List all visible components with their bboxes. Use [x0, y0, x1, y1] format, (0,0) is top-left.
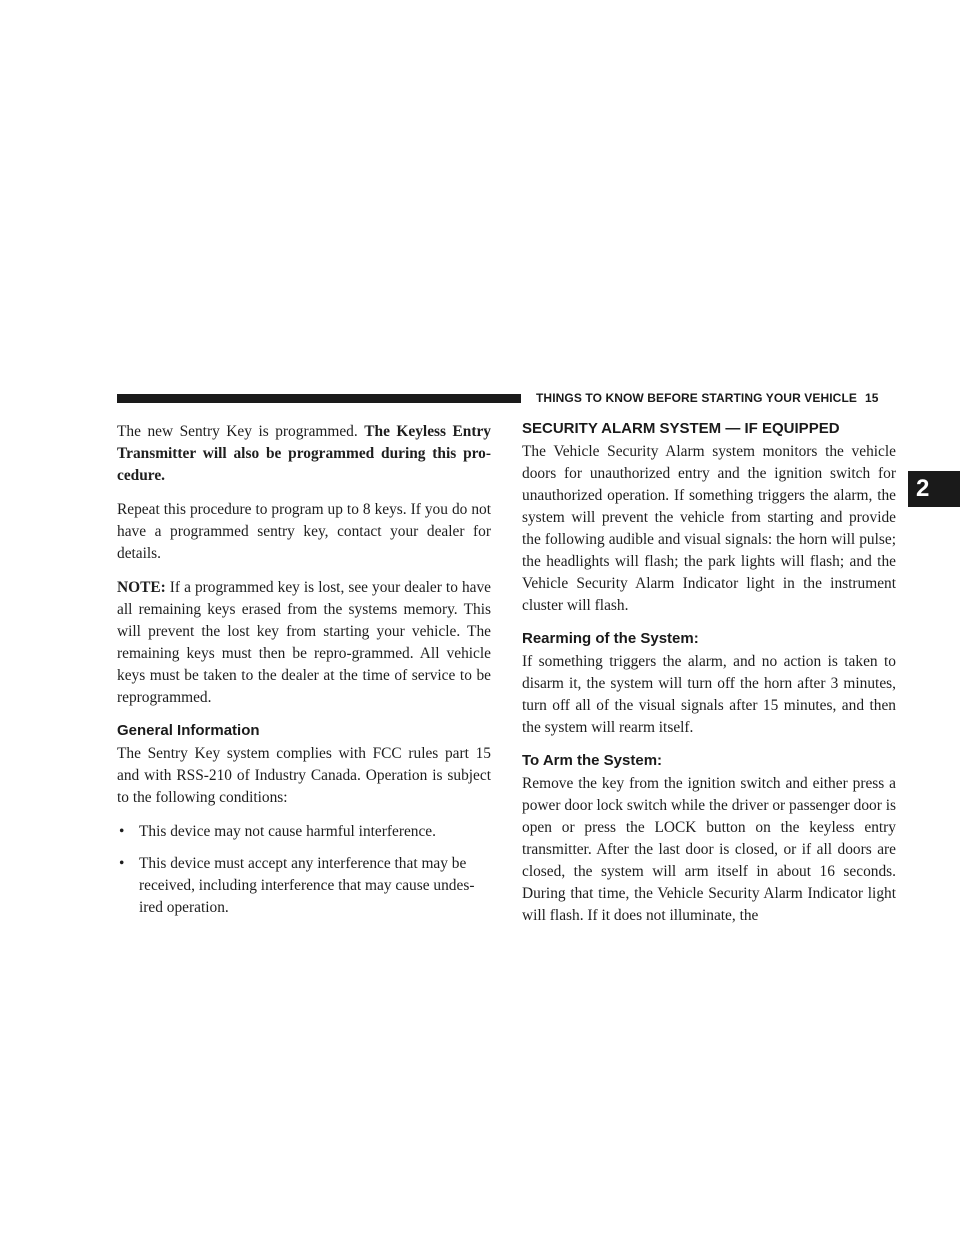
paragraph-to-arm: Remove the key from the ignition switch and either press a power door lock switch while the driver or passenger door is open or press the LOCK button on the keyless entry transmitter. After the last door is closed, or if all doors are closed, the system will arm itself in about 16 seconds. During that time, the Vehicle Security Alarm Indicator light will flash. If it does not illuminate, the: [522, 775, 896, 924]
programmed-bold-text: The Keyless Entry Transmitter will also be programmed during this pro-cedure.: [117, 423, 491, 484]
paragraph-general-information: The Sentry Key system complies with FCC rules part 15 and with RSS-210 of Industry Canada. Operation is subject to the following conditions:: [117, 745, 491, 806]
paragraph-rearming: If something triggers the alarm, and no action is taken to disarm it, the system will turn off the horn after 3 minutes, turn off all of the visual signals after 15 minutes, and then the system will rearm itself.: [522, 653, 896, 736]
bullet-glyph: •: [119, 823, 125, 840]
running-header: [536, 391, 879, 405]
paragraph-security-intro: The Vehicle Security Alarm system monitors the vehicle doors for unauthorized entry and the ignition switch for unauthorized operation. If something triggers the alarm, the system will prevent the vehicle from starting and provide the following audible and visual signals: the horn will pulse; the headlights will flash; the park lights will flash; and the Vehicle Security Alarm Indicator light in the instrument cluster will flash.: [522, 443, 896, 614]
list-item: [117, 853, 491, 919]
running-header-title: THINGS TO KNOW BEFORE STARTING YOUR VEHICLE: [536, 391, 857, 405]
note-text: If a programmed key is lost, see your dealer to have all remaining keys erased from the systems memory. This will prevent the lost key from starting your vehicle. The remaining keys must then be repro-grammed. All vehicle keys must be taken to the dealer at the time of service to be reprogrammed.: [117, 579, 491, 706]
right-column: [522, 419, 896, 939]
list-item-text: This device must accept any interference that may be received, including interference that may cause undes-ired operation.: [139, 855, 475, 916]
note-label: NOTE:: [117, 579, 166, 596]
bullet-glyph: •: [119, 855, 125, 872]
header-rule: [117, 394, 521, 403]
heading-security-alarm: SECURITY ALARM SYSTEM — IF EQUIPPED: [522, 420, 840, 437]
list-item: [117, 821, 491, 843]
programmed-text: The new Sentry Key is programmed.: [117, 423, 365, 440]
paragraph-repeat: Repeat this procedure to program up to 8 keys. If you do not have a programmed sentry key, contact your dealer for details.: [117, 501, 491, 562]
conditions-list: [117, 821, 491, 919]
heading-to-arm: To Arm the System:: [522, 752, 663, 769]
heading-rearming: Rearming of the System:: [522, 630, 699, 647]
paragraph-note: [117, 577, 491, 709]
page-number: 15: [864, 391, 879, 405]
chapter-tab: 2: [908, 471, 960, 507]
list-item-text: This device may not cause harmful interference.: [139, 823, 436, 840]
left-column: [117, 421, 491, 929]
paragraph-programmed: [117, 421, 491, 487]
heading-general-information: General Information: [117, 722, 260, 739]
